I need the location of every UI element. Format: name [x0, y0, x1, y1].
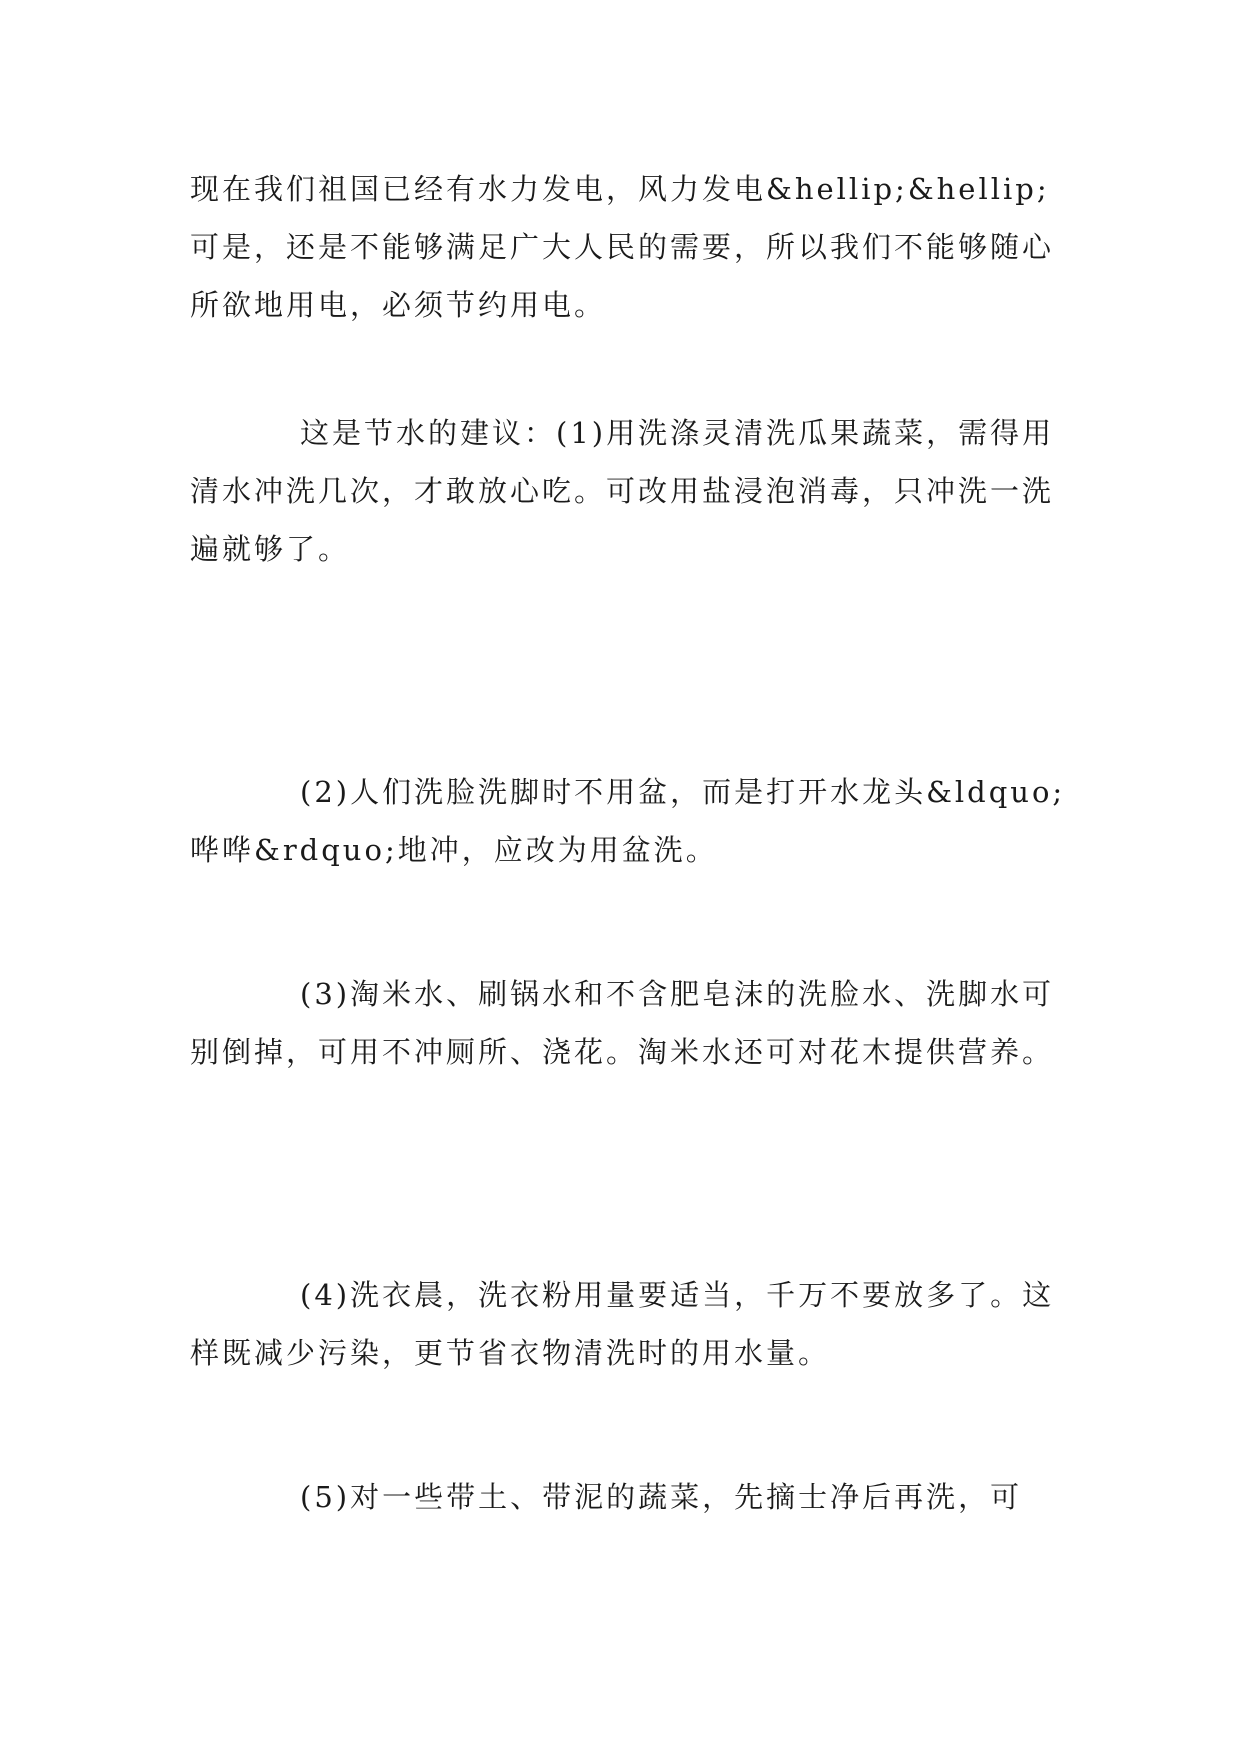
paragraph-suggestion-1: 这是节水的建议：(1)用洗涤灵清洗瓜果蔬菜，需得用清水冲洗几次，才敢放心吃。可改用盐浸泡消毒，只冲洗一洗遍就够了。: [190, 416, 1055, 566]
paragraph-suggestion-2: (2)人们洗脸洗脚时不用盆，而是打开水龙头&ldquo;哗哗&rdquo;地冲，应改为用盆洗。: [190, 775, 1066, 867]
paragraph-suggestion-3: (3)淘米水、刷锅水和不含肥皂沫的洗脸水、洗脚水可别倒掉，可用不冲厕所、浇花。淘米水还可对花木提供营养。: [190, 977, 1055, 1069]
paragraph-electricity: 现在我们祖国已经有水力发电，风力发电&hellip;&hellip;可是，还是不能够满足广大人民的需要，所以我们不能够随心所欲地用电，必须节约用电。: [190, 172, 1055, 322]
paragraph-suggestion-4: (4)洗衣晨，洗衣粉用量要适当，千万不要放多了。这样既减少污染，更节省衣物清洗时的用水量。: [190, 1278, 1055, 1370]
paragraph-suggestion-5: (5)对一些带土、带泥的蔬菜，先摘士净后再洗，可: [300, 1480, 1023, 1514]
